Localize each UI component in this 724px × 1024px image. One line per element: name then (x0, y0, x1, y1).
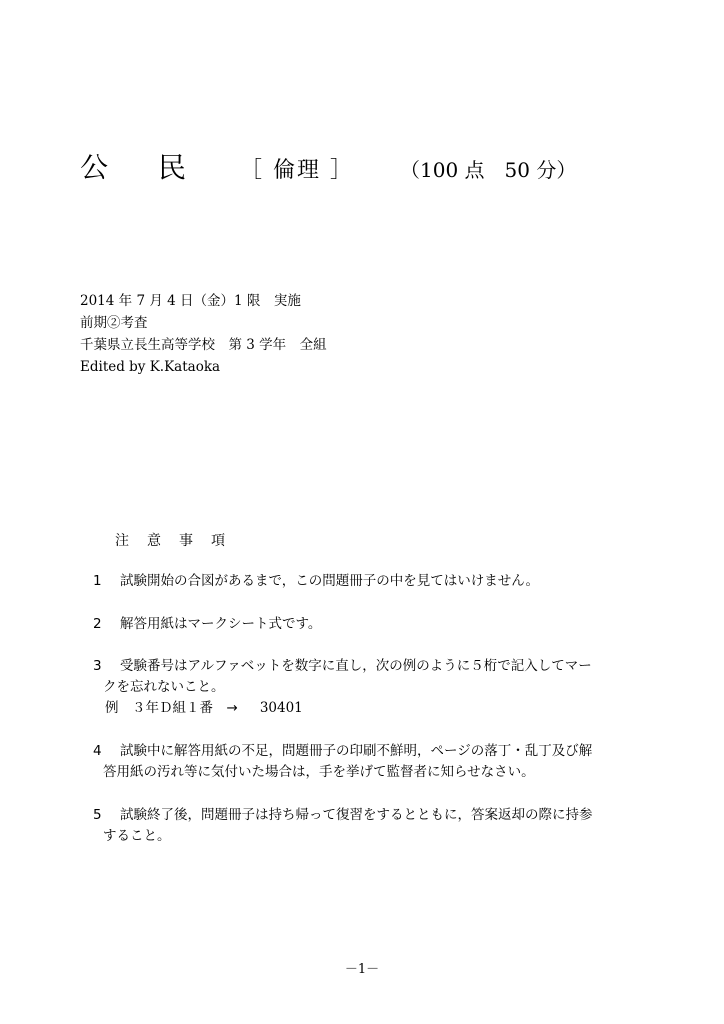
note-text: 試験終了後，問題冊子は持ち帰って復習をするとともに，答案返却の際に持参 (120, 807, 593, 823)
exam-editor: Edited by K.Kataoka (80, 359, 221, 375)
exam-term: 前期②考査 (80, 315, 148, 331)
exam-school: 千葉県立長生高等学校 第 3 学年 全組 (80, 337, 327, 353)
note-text: 試験中に解答用紙の不足，問題冊子の印刷不鮮明，ページの落丁・乱丁及び解 (120, 743, 593, 759)
note-number: 1 (93, 573, 102, 589)
exam-date: 2014 年 7 月 4 日（金）1 限 実施 (80, 293, 301, 309)
notes-heading (115, 530, 243, 550)
notes-heading-char: 事 (179, 533, 193, 549)
note-number: 3 (93, 658, 102, 674)
page-number: －1－ (344, 962, 380, 977)
note-text-continued: 答用紙の汚れ等に気付いた場合は，手を挙げて監督者に知らせなさい。 (103, 764, 535, 780)
example-label: 例 ３年Ｄ組１番 → (105, 700, 238, 716)
note-number: 2 (93, 616, 102, 632)
notes-heading-char: 注 (115, 533, 129, 549)
title-subject-1: 公 (80, 151, 111, 184)
note-text-continued: クを忘れないこと。 (103, 679, 225, 695)
note-item-2 (93, 614, 321, 635)
note-item-3 (93, 656, 592, 719)
title-subject-2: 民 (158, 151, 189, 184)
page-title (80, 146, 576, 186)
note-text: 受験番号はアルファベットを数字に直し，次の例のように５桁で記入してマー (120, 658, 592, 674)
title-subtitle: ［ 倫理 ］ (240, 158, 354, 183)
notes-heading-char: 項 (211, 533, 225, 549)
exam-info (80, 290, 327, 378)
note-number: 5 (93, 807, 102, 823)
note-item-1 (93, 571, 539, 592)
notes-heading-char: 意 (147, 533, 161, 549)
example-code: 30401 (259, 700, 303, 716)
note-item-5 (93, 805, 593, 847)
note-item-4 (93, 741, 592, 783)
note-text: 試験開始の合図があるまで，この問題冊子の中を見てはいけません。 (120, 573, 540, 589)
note-text-continued: すること。 (103, 828, 171, 844)
note-example (93, 698, 592, 719)
title-points: （100 点 50 分） (400, 158, 577, 182)
note-text: 解答用紙はマークシート式です。 (120, 616, 322, 632)
note-number: 4 (93, 743, 102, 759)
